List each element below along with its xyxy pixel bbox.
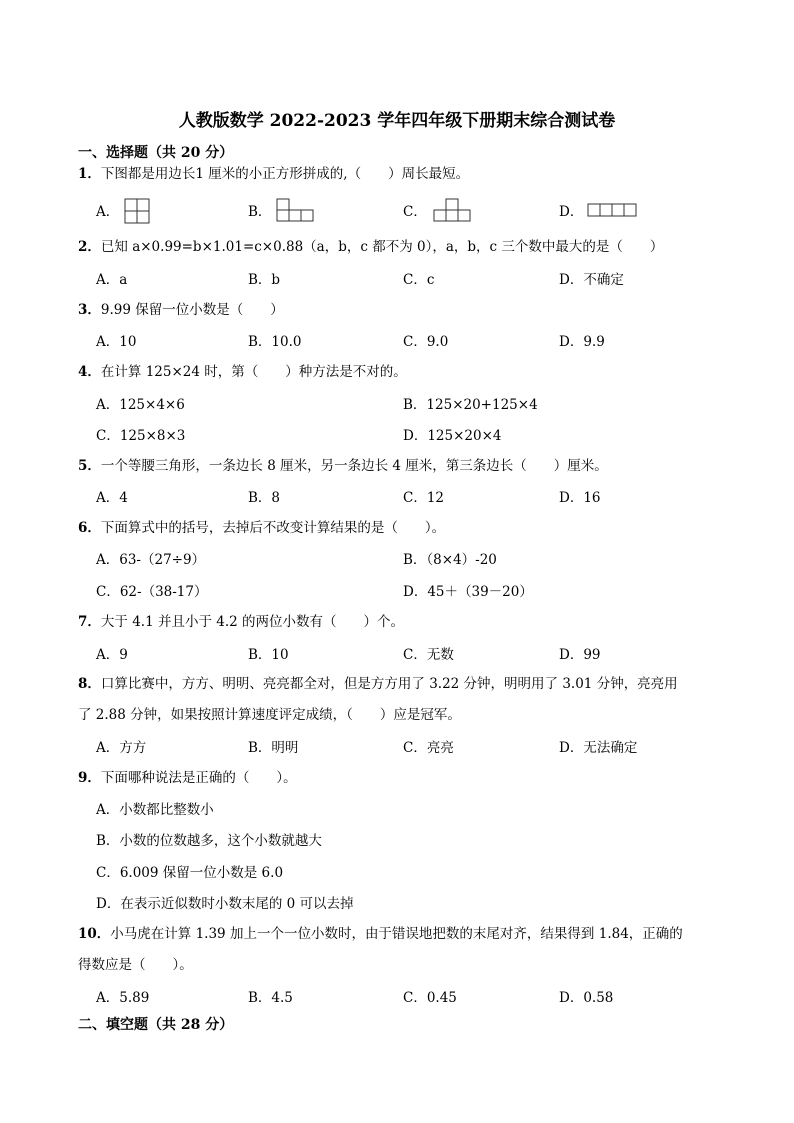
question-number: 9． [78, 770, 101, 786]
question-3-options [96, 330, 716, 352]
question-number: 8． [78, 676, 101, 692]
question-7 [78, 611, 718, 633]
option-d[interactable]: D．无法确定 [559, 740, 638, 756]
question-5 [78, 455, 718, 477]
question-number: 7． [78, 614, 101, 630]
option-a[interactable]: A．小数都比整数小 [96, 802, 214, 818]
shape-i-tetromino [587, 203, 639, 219]
question-10-options [96, 986, 716, 1008]
shape-l-tromino [276, 198, 316, 224]
question-10-continued: 得数应是（ ）。 [78, 957, 193, 973]
option-b[interactable]: B．125×20+125×4 [403, 397, 538, 413]
question-text: 下图都是用边长1 厘米的小正方形拼成的,（ ）周长最短。 [100, 166, 470, 182]
question-8-options [96, 736, 716, 758]
option-d[interactable]: D．不确定 [559, 272, 624, 288]
option-label: C． [403, 204, 427, 220]
question-text: 口算比赛中，方方、明明、亮亮都全对，但是方方用了 3.22 分钟，明明用了 3.01 分钟，亮亮用 [100, 676, 678, 692]
question-4 [78, 361, 718, 383]
option-b[interactable]: B．明明 [248, 740, 299, 756]
question-number: 2． [78, 239, 101, 255]
option-c[interactable]: C．62-（38-17） [96, 584, 208, 600]
option-a[interactable]: A．63-（27÷9） [96, 552, 206, 568]
page-title: 人教版数学 2022-2023 学年四年级下册期末综合测试卷 [178, 111, 616, 131]
option-b[interactable]: B．小数的位数越多，这个小数就越大 [96, 833, 322, 849]
question-2-options [96, 268, 716, 290]
option-d[interactable]: D．16 [559, 490, 601, 506]
option-c[interactable]: C．0.45 [403, 990, 457, 1006]
option-d[interactable]: D．99 [559, 647, 601, 663]
option-a[interactable]: A．10 [96, 334, 137, 350]
question-5-options [96, 486, 716, 508]
option-d[interactable] [559, 200, 583, 220]
option-label: B． [248, 204, 272, 220]
option-b[interactable]: B．10 [248, 647, 289, 663]
option-label: A． [96, 204, 120, 220]
question-4-options-row1 [96, 393, 716, 415]
option-b[interactable]: B．4.5 [248, 990, 293, 1006]
option-d[interactable]: D．0.58 [559, 990, 614, 1006]
option-d[interactable]: D．9.9 [559, 334, 605, 350]
question-text: 9.99 保留一位小数是（ ） [100, 302, 284, 318]
question-4-options-row2 [96, 424, 716, 446]
question-text: 在计算 125×24 时，第（ ）种方法是不对的。 [100, 364, 407, 380]
question-number: 1． [78, 166, 101, 182]
question-8-continued: 了 2.88 分钟，如果按照计算速度评定成绩，（ ）应是冠军。 [78, 707, 461, 723]
question-number: 6． [78, 520, 101, 536]
question-number: 5． [78, 458, 101, 474]
option-a[interactable]: A．a [96, 272, 128, 288]
option-a[interactable]: A．5.89 [96, 990, 150, 1006]
option-d[interactable]: D．125×20×4 [403, 428, 502, 444]
option-b[interactable] [248, 200, 271, 220]
option-c[interactable]: C．12 [403, 490, 445, 506]
section-fill-in-blank: 二、填空题（共 28 分） [78, 1017, 234, 1033]
question-text: 已知 a×0.99=b×1.01=c×0.88（a，b，c 都不为 0），a，b，c 三个数中最大的是（ ） [100, 239, 664, 255]
option-a[interactable]: A．125×4×6 [96, 397, 185, 413]
option-d[interactable]: D．45＋（39－20） [403, 584, 533, 600]
option-a[interactable]: A．4 [96, 490, 128, 506]
option-c[interactable]: C．125×8×3 [96, 428, 186, 444]
option-a[interactable] [96, 200, 119, 220]
shape-t-tetromino [433, 198, 473, 224]
option-b[interactable]: B．b [248, 272, 281, 288]
question-8 [78, 673, 718, 695]
question-7-options [96, 643, 716, 665]
question-text: 小马虎在计算 1.39 加上一个一位小数时，由于错误地把数的末尾对齐，结果得到 1.84，正确的 [110, 926, 683, 942]
shape-square-2x2 [124, 198, 152, 226]
option-a[interactable]: A．方方 [96, 740, 147, 756]
option-c[interactable]: C．无数 [403, 647, 454, 663]
option-c[interactable]: C．c [403, 272, 435, 288]
question-6-options-row1 [96, 548, 716, 570]
question-10 [78, 923, 718, 945]
option-a[interactable]: A．9 [96, 647, 128, 663]
question-9 [78, 767, 718, 789]
question-6-options-row2 [96, 580, 716, 602]
question-text: 下面算式中的括号，去掉后不改变计算结果的是（ ）。 [100, 520, 446, 536]
option-c[interactable]: C．9.0 [403, 334, 449, 350]
question-text: 大于 4.1 并且小于 4.2 的两位小数有（ ）个。 [100, 614, 405, 630]
option-b[interactable]: B．（8×4）-20 [403, 552, 497, 568]
option-b[interactable]: B．8 [248, 490, 281, 506]
question-number: 10． [78, 926, 111, 942]
question-text: 一个等腰三角形，一条边长 8 厘米，另一条边长 4 厘米，第三条边长（ ）厘米。 [100, 458, 608, 474]
question-6 [78, 517, 718, 539]
option-c[interactable]: C．6.009 保留一位小数是 6.0 [96, 865, 284, 881]
question-1 [78, 163, 718, 185]
option-c[interactable]: C．亮亮 [403, 740, 454, 756]
question-text: 下面哪种说法是正确的（ ）。 [100, 770, 297, 786]
question-number: 4． [78, 364, 101, 380]
question-number: 3． [78, 302, 101, 318]
option-c[interactable] [403, 200, 427, 220]
option-b[interactable]: B．10.0 [248, 334, 302, 350]
option-d[interactable]: D．在表示近似数时小数末尾的 0 可以去掉 [96, 896, 354, 912]
question-2 [78, 236, 718, 258]
section-multiple-choice: 一、选择题（共 20 分） [78, 145, 234, 161]
option-label: D． [559, 204, 584, 220]
question-3 [78, 299, 718, 321]
